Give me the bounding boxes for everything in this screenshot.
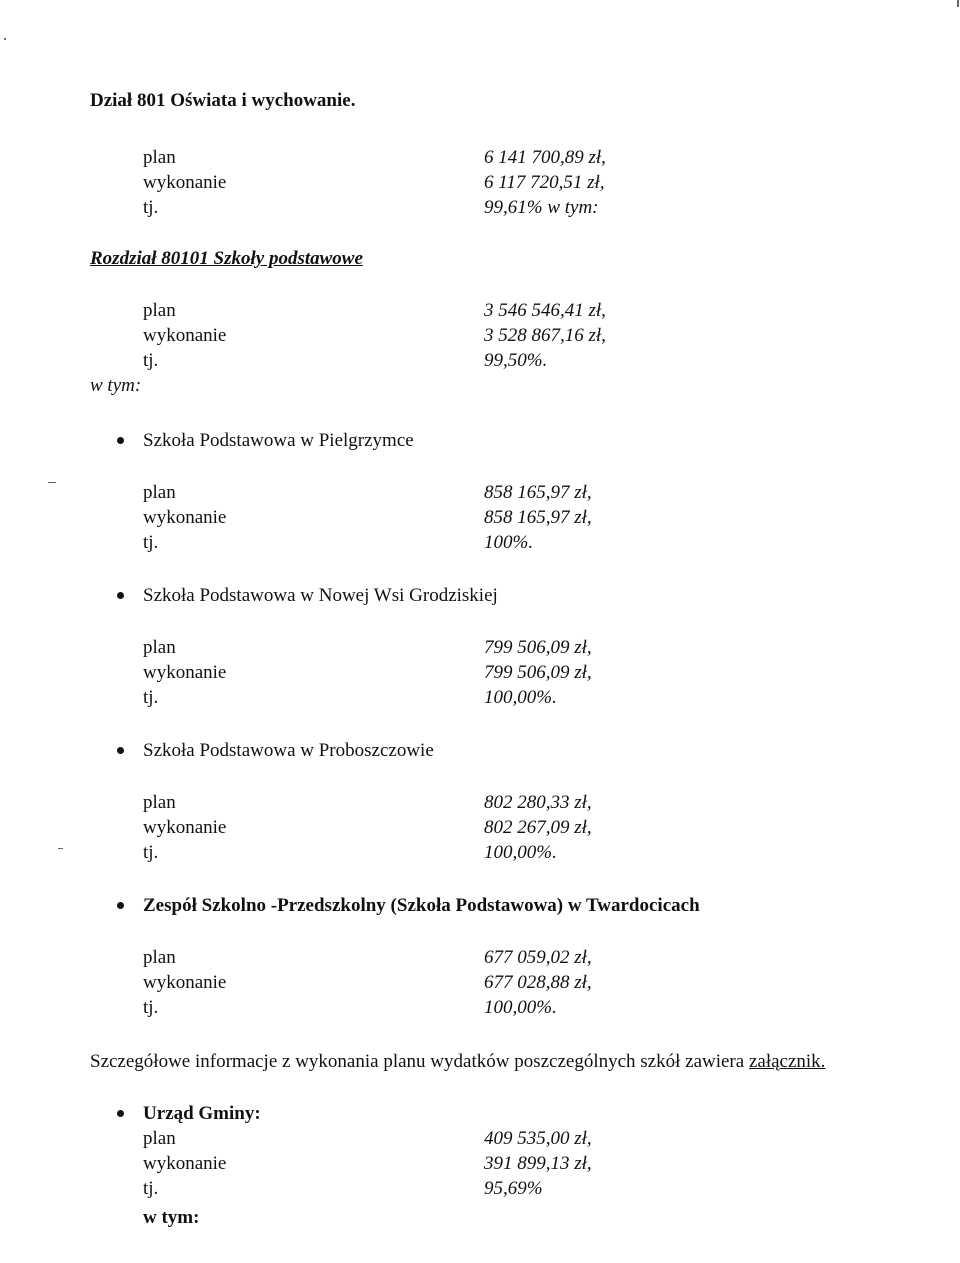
scan-speck bbox=[48, 482, 56, 483]
attachment-note bbox=[90, 1052, 825, 1071]
urzad-tj-value: 95,69% bbox=[484, 1178, 543, 1199]
total-tj-value: 99,61% w tym: bbox=[484, 197, 599, 218]
total-plan-label: plan bbox=[143, 147, 176, 168]
school-plan-value: 802 280,33 zł, bbox=[484, 792, 592, 813]
school-wykonanie-label: wykonanie bbox=[143, 507, 227, 528]
scan-speck bbox=[957, 0, 959, 7]
school-tj-label: tj. bbox=[143, 997, 159, 1018]
school-plan-label: plan bbox=[143, 792, 176, 813]
school-name: Szkoła Podstawowa w Pielgrzymce bbox=[143, 430, 414, 451]
school-plan-label: plan bbox=[143, 637, 176, 658]
section-w-tym: w tym: bbox=[90, 375, 142, 396]
school-tj-value: 100,00%. bbox=[484, 842, 557, 863]
section-plan-label: plan bbox=[143, 300, 176, 321]
page-title: Dział 801 Oświata i wychowanie. bbox=[90, 90, 356, 111]
total-wykonanie-value: 6 117 720,51 zł, bbox=[484, 172, 605, 193]
urzad-plan-label: plan bbox=[143, 1128, 176, 1149]
school-wykonanie-label: wykonanie bbox=[143, 817, 227, 838]
school-plan-value: 858 165,97 zł, bbox=[484, 482, 592, 503]
school-wykonanie-label: wykonanie bbox=[143, 972, 227, 993]
school-wykonanie-value: 858 165,97 zł, bbox=[484, 507, 592, 528]
section-heading: Rozdział 80101 Szkoły podstawowe bbox=[90, 248, 363, 269]
school-tj-value: 100%. bbox=[484, 532, 534, 553]
section-plan-value: 3 546 546,41 zł, bbox=[484, 300, 606, 321]
total-tj-label: tj. bbox=[143, 197, 159, 218]
school-name: Szkoła Podstawowa w Nowej Wsi Grodziskiej bbox=[143, 585, 498, 606]
total-wykonanie-label: wykonanie bbox=[143, 172, 227, 193]
total-plan-value: 6 141 700,89 zł, bbox=[484, 147, 606, 168]
attachment-note-text: Szczegółowe informacje z wykonania planu wydatków poszczególnych szkół zawiera bbox=[90, 1051, 749, 1072]
urzad-w-tym: w tym: bbox=[143, 1207, 200, 1228]
section-tj-value: 99,50%. bbox=[484, 350, 548, 371]
school-tj-label: tj. bbox=[143, 687, 159, 708]
school-plan-value: 799 506,09 zł, bbox=[484, 637, 592, 658]
section-wykonanie-label: wykonanie bbox=[143, 325, 227, 346]
scan-speck bbox=[4, 38, 6, 40]
scan-speck bbox=[58, 848, 63, 849]
section-wykonanie-value: 3 528 867,16 zł, bbox=[484, 325, 606, 346]
school-name: Zespół Szkolno -Przedszkolny (Szkoła Podstawowa) w Twardocicach bbox=[143, 895, 700, 916]
school-tj-label: tj. bbox=[143, 532, 159, 553]
school-plan-label: plan bbox=[143, 947, 176, 968]
urzad-wykonanie-label: wykonanie bbox=[143, 1153, 227, 1174]
school-name: Szkoła Podstawowa w Proboszczowie bbox=[143, 740, 434, 761]
urzad-wykonanie-value: 391 899,13 zł, bbox=[484, 1153, 592, 1174]
school-plan-label: plan bbox=[143, 482, 176, 503]
attachment-link: załącznik. bbox=[748, 1051, 826, 1072]
section-tj-label: tj. bbox=[143, 350, 159, 371]
school-wykonanie-value: 802 267,09 zł, bbox=[484, 817, 592, 838]
school-wykonanie-label: wykonanie bbox=[143, 662, 227, 683]
school-plan-value: 677 059,02 zł, bbox=[484, 947, 592, 968]
school-tj-value: 100,00%. bbox=[484, 997, 557, 1018]
school-wykonanie-value: 799 506,09 zł, bbox=[484, 662, 592, 683]
urzad-name: Urząd Gminy: bbox=[143, 1103, 261, 1124]
school-tj-label: tj. bbox=[143, 842, 159, 863]
school-tj-value: 100,00%. bbox=[484, 687, 557, 708]
urzad-plan-value: 409 535,00 zł, bbox=[484, 1128, 592, 1149]
urzad-tj-label: tj. bbox=[143, 1178, 159, 1199]
school-wykonanie-value: 677 028,88 zł, bbox=[484, 972, 592, 993]
